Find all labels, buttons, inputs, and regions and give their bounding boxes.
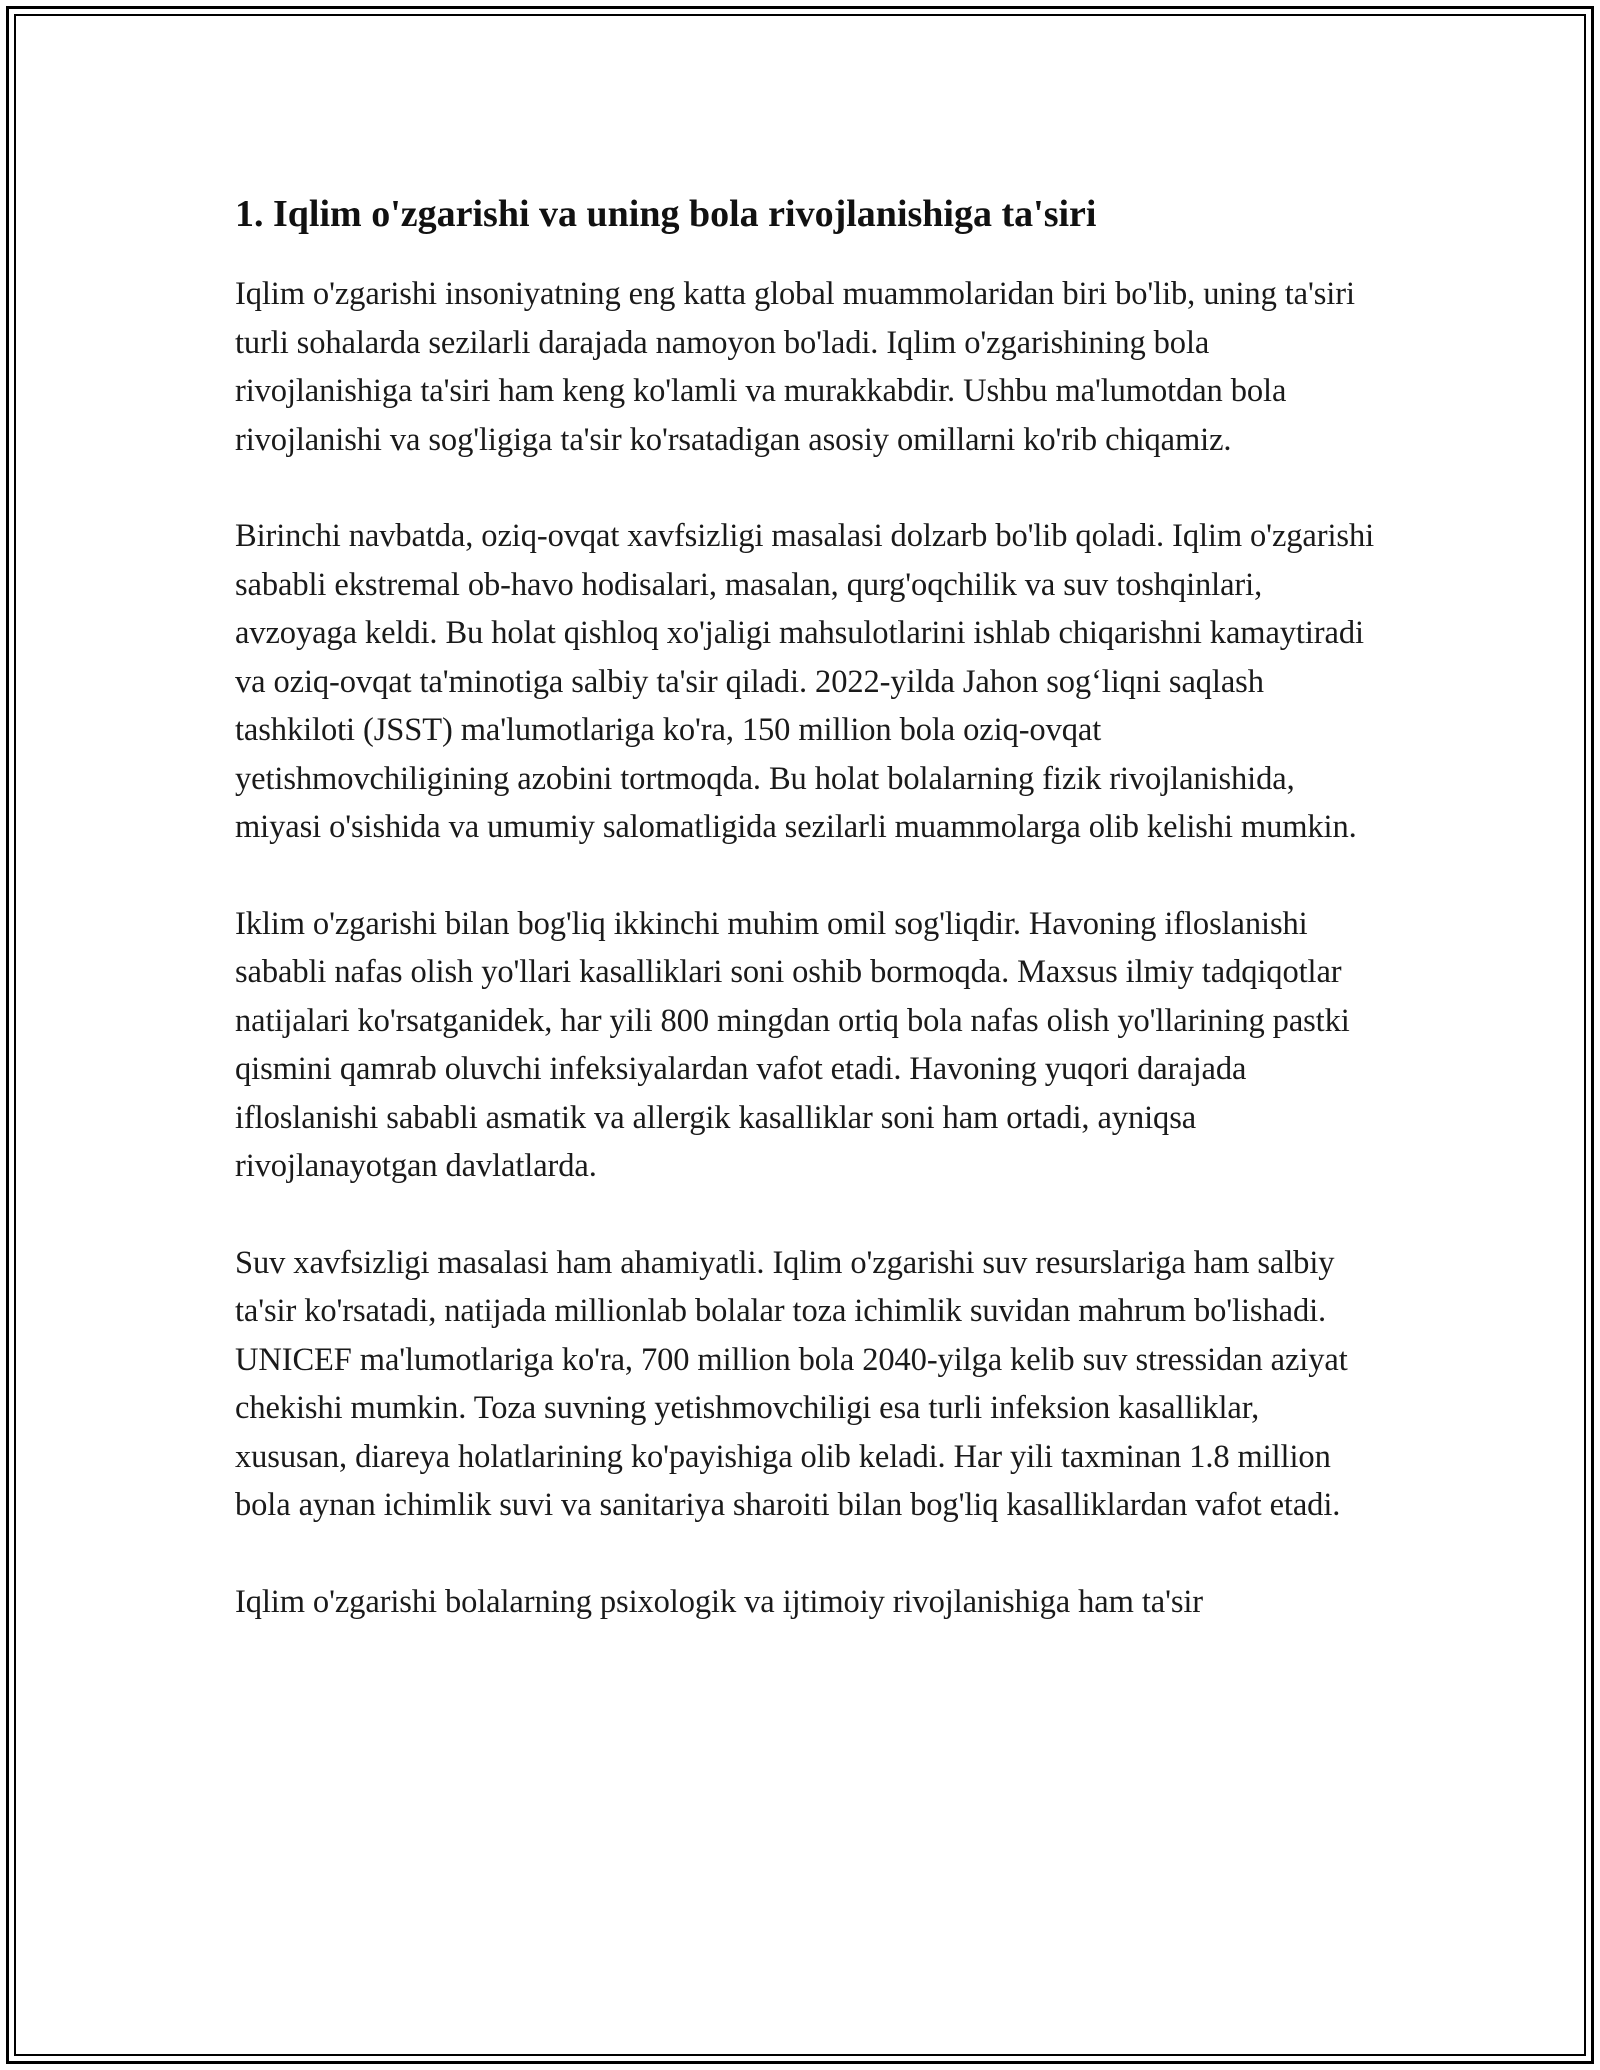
- paragraph-intro: Iqlim o'zgarishi insoniyatning eng katta global muammolaridan biri bo'lib, uning ta'siri turli sohalarda sezilarli darajada namoyon bo'ladi. Iqlim o'zgarishining bola rivojlanishiga ta'siri ham keng ko'lamli va murakkabdir. Ushbu ma'lumotdan bola rivojlanishi va sog'ligiga ta'sir ko'rsatadigan asosiy omillarni ko'rib chiqamiz.: [235, 276, 1355, 458]
- paragraph-health: Iklim o'zgarishi bilan bog'liq ikkinchi muhim omil sog'liqdir. Havoning ifloslanishi sababli nafas olish yo'llari kasalliklari soni oshib bormoqda. Maxsus ilmiy tadqiqotlar natijalari ko'rsatganidek, har yili 800 mingdan ortiq bola nafas olish yo'llarining pastki qismini qamrab oluvchi infeksiyalardan vafot etadi. Havoning yuqori darajada ifloslanishi sababli asmatik va allergik kasalliklar soni ham ortadi, ayniqsa rivojlanayotgan davlatlarda.: [235, 905, 1350, 1184]
- paragraph-water-security: Suv xavfsizligi masalasi ham ahamiyatli. Iqlim o'zgarishi suv resurslariga ham salbiy ta'sir ko'rsatadi, natijada millionlab bolalar toza ichimlik suvidan mahrum bo'lishadi. UNICEF ma'lumotlariga ko'ra, 700 million bola 2040-yilga kelib suv stressidan aziyat chekishi mumkin. Toza suvning yetishmovchiligi esa turli infeksion kasalliklar, xususan, diareya holatlarining ko'payishiga olib keladi. Har yili taxminan 1.8 million bola aynan ichimlik suvi va sanitariya sharoiti bilan bog'liq kasalliklardan vafot etadi.: [235, 1244, 1348, 1523]
- paragraph-psychological: Iqlim o'zgarishi bolalarning psixologik va ijtimoiy rivojlanishiga ham ta'sir: [235, 1583, 1204, 1620]
- section-heading: 1. Iqlim o'zgarishi va uning bola rivojlanishiga ta'siri: [235, 193, 1097, 235]
- document-body: [235, 186, 1375, 1674]
- paragraph-food-security: Birinchi navbatda, oziq-ovqat xavfsizligi masalasi dolzarb bo'lib qoladi. Iqlim o'zgarishi sababli ekstremal ob-havo hodisalari, masalan, qurg'oqchilik va suv toshqinlari, avzoyaga keldi. Bu holat qishloq xo'jaligi mahsulotlarini ishlab chiqarishni kamaytiradi va oziq-ovqat ta'minotiga salbiy ta'sir qiladi. 2022-yilda Jahon sog‘liqni saqlash tashkiloti (JSST) ma'lumotlariga ko'ra, 150 million bola oziq-ovqat yetishmovchiligining azobini tortmoqda. Bu holat bolalarning fizik rivojlanishida, miyasi o'sishida va umumiy salomatligida sezilarli muammolarga olib kelishi mumkin.: [235, 518, 1375, 845]
